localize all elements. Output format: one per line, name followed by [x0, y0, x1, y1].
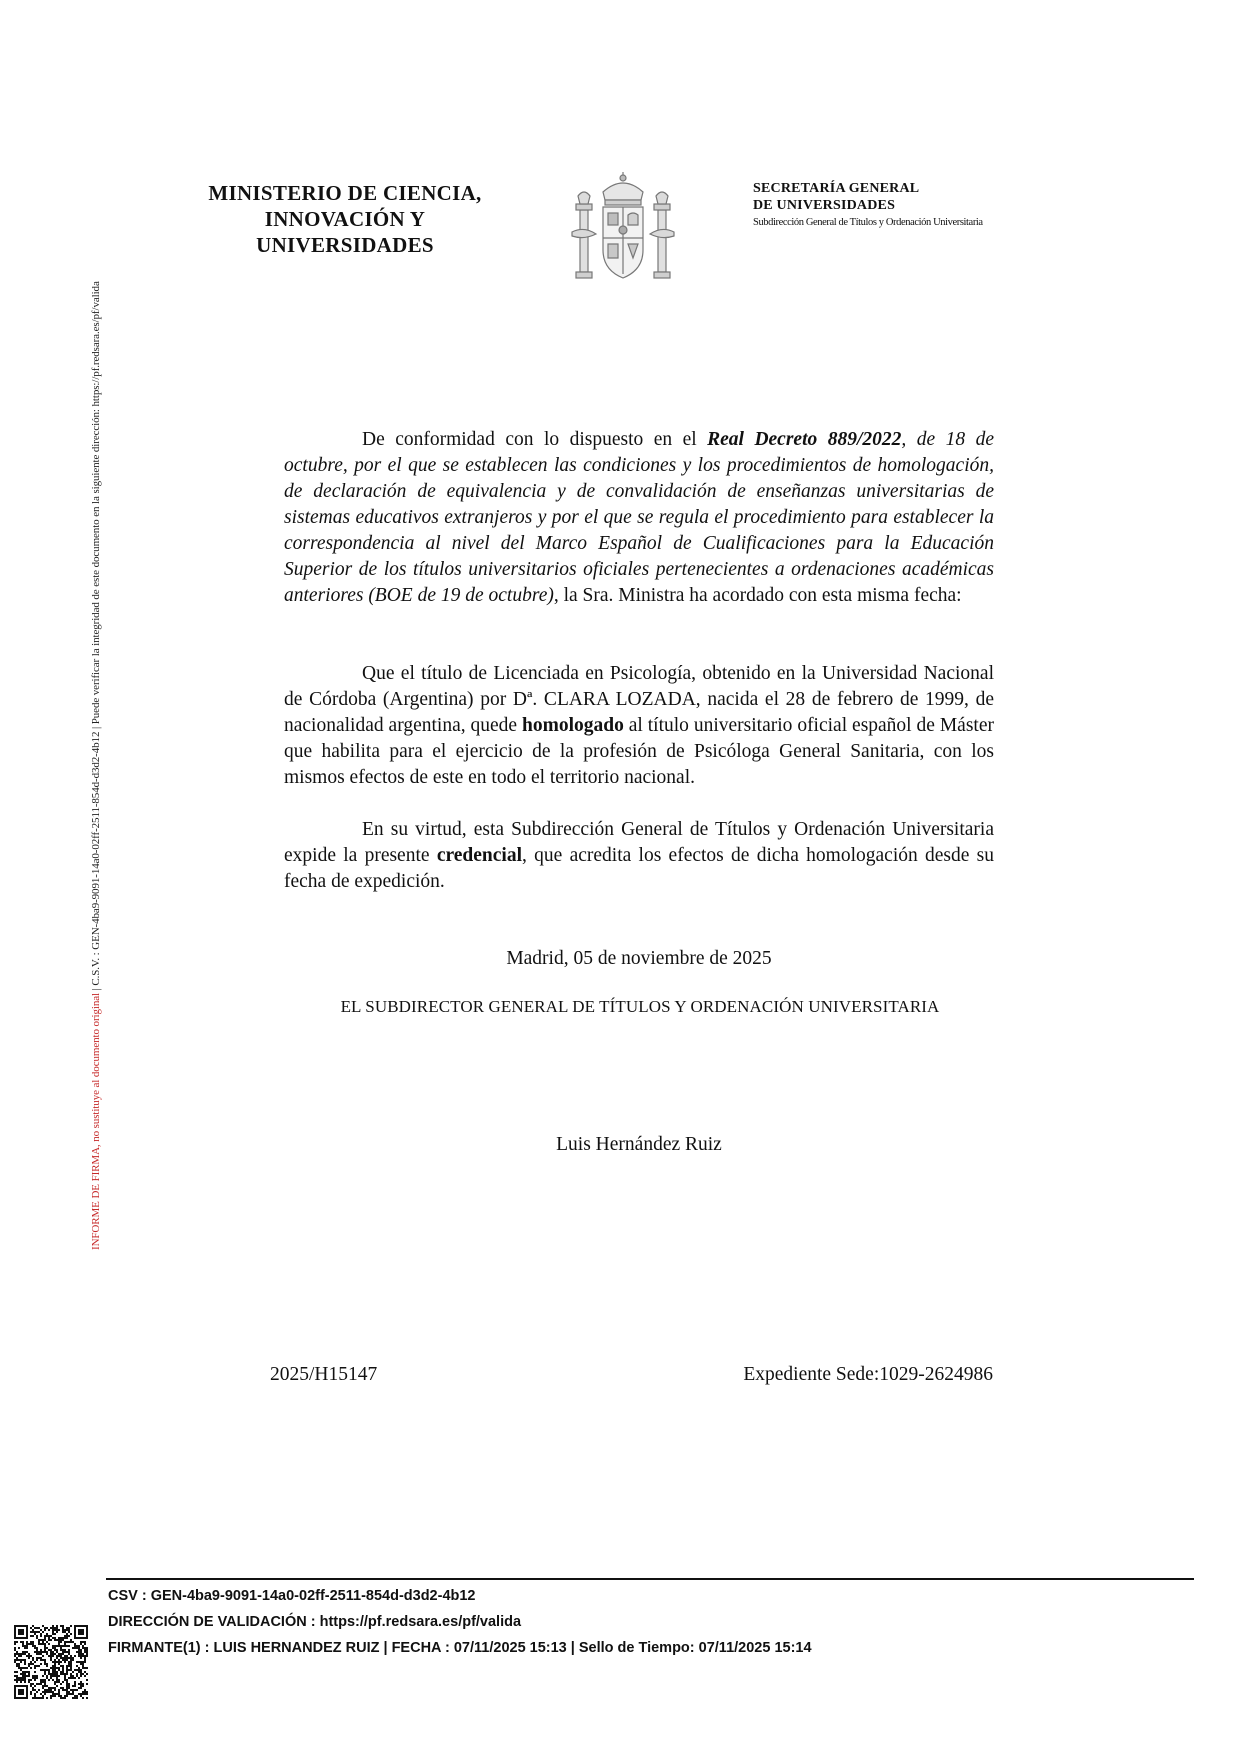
- ministry-name: [190, 180, 500, 258]
- paragraph-credential: [284, 817, 994, 895]
- qr-code-icon[interactable]: [14, 1625, 88, 1699]
- coat-of-arms-icon: [568, 170, 678, 295]
- secretaria-block: [753, 180, 1083, 231]
- footer-divider: [106, 1578, 1194, 1580]
- p2-tail: al título universitario oficial español de Máster que habilita para el ejercicio de la profesión de Psicóloga General Sanitaria, con los mismos efectos de este en todo el territorio nacional.: [284, 715, 994, 788]
- signer-name: Luis Hernández Ruiz: [556, 1134, 722, 1155]
- footer-csv: CSV : GEN-4ba9-9091-14a0-02ff-2511-854d-d3d2-4b12: [108, 1588, 476, 1604]
- subdireccion-line: Subdirección General de Títulos y Ordenación Universitaria: [753, 217, 983, 228]
- expediente-reference: Expediente Sede:1029-2624986: [743, 1364, 993, 1385]
- credencial-keyword: credencial: [436, 845, 523, 866]
- p1-text: De conformidad con lo dispuesto en el: [362, 429, 708, 450]
- secretaria-line: SECRETARÍA GENERAL: [753, 181, 920, 196]
- decree-reference: Real Decreto 889/2022: [707, 429, 902, 450]
- paragraph-resolution: [284, 427, 994, 609]
- ministry-line: INNOVACIÓN Y: [264, 207, 426, 231]
- side-note-csv: | C.S.V. : GEN-4ba9-9091-14a0-02ff-2511-854d-d3d2-4b12 | Puede verificar la integridad de este documento en la siguiente dirección: https://pf.redsara.es/pf/valida: [90, 281, 102, 994]
- file-reference: 2025/H15147: [270, 1364, 378, 1385]
- ministry-line: UNIVERSIDADES: [256, 233, 434, 257]
- side-note-disclaimer: INFORME DE FIRMA, no sustituye al documento original: [90, 993, 102, 1250]
- footer-signer: FIRMANTE(1) : LUIS HERNANDEZ RUIZ | FECHA : 07/11/2025 15:13 | Sello de Tiempo: 07/11/2025 15:14: [108, 1640, 812, 1656]
- homologado-keyword: homologado: [522, 715, 624, 736]
- ministry-line: MINISTERIO DE CIENCIA,: [208, 181, 482, 205]
- place-date: Madrid, 05 de noviembre de 2025: [506, 948, 772, 969]
- paragraph-homologation: [284, 661, 994, 791]
- footer-validation-address: DIRECCIÓN DE VALIDACIÓN : https://pf.redsara.es/pf/valida: [108, 1614, 522, 1630]
- p1-decree-description: , de 18 de octubre, por el que se establecen las condiciones y los procedimientos de homologación, de declaración de equivalencia y de convalidación de enseñanzas universitarias de sistemas educativos extranjeros y por el que se regula el procedimiento para establecer la correspondencia al nivel del Marco Español de Cualificaciones para la Educación Superior de los títulos universitarios oficiales pertenecientes a ordenaciones académicas anteriores (BOE de 19 de octubre): [284, 429, 994, 606]
- p2-text: Que el título de Licenciada en Psicología, obtenido en la Universidad Nacional de Córdoba (Argentina) por Dª. CLARA LOZADA, nacida el 28 de febrero de 1999, de nacionalidad argentina, quede: [284, 663, 994, 736]
- p1-tail: , la Sra. Ministra ha acordado con esta misma fecha:: [553, 585, 962, 606]
- signer-title: EL SUBDIRECTOR GENERAL DE TÍTULOS Y ORDENACIÓN UNIVERSITARIA: [340, 997, 940, 1016]
- p3-tail: , que acredita los efectos de dicha homologación desde su fecha de expedición.: [284, 845, 995, 892]
- p3-text: En su virtud, esta Subdirección General de Títulos y Ordenación Universitaria expide la presente: [284, 819, 994, 866]
- secretaria-line: DE UNIVERSIDADES: [753, 198, 896, 213]
- side-verification-note: [90, 100, 102, 1250]
